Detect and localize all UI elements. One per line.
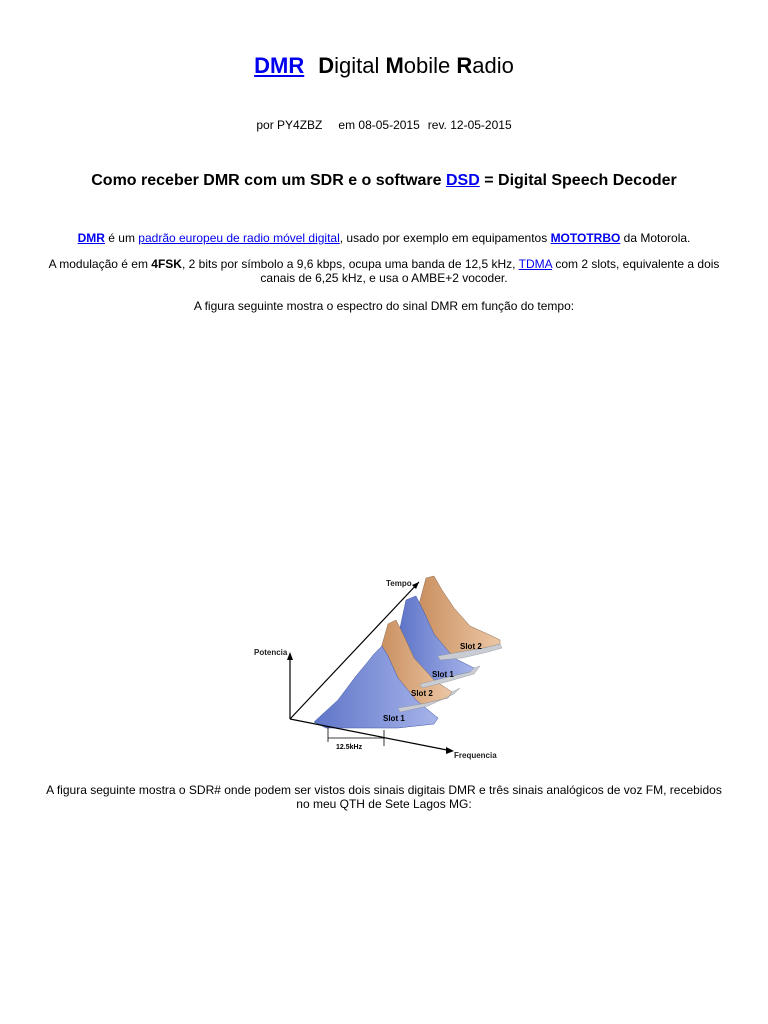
slot-label: Slot 2 [460, 642, 482, 651]
standard-link[interactable]: padrão europeu de radio móvel digital [138, 231, 340, 245]
frequency-axis-arrow [446, 747, 454, 754]
dmr-title-link[interactable]: DMR [254, 53, 305, 78]
revision-date: rev. 12-05-2015 [427, 118, 512, 132]
tdma-link[interactable]: TDMA [518, 257, 552, 271]
slot-label: Slot 1 [432, 670, 454, 679]
slot-label: Slot 2 [411, 689, 433, 698]
spectrum-caption: A figura seguinte mostra o espectro do sinal DMR em função do tempo: [193, 299, 575, 313]
slot-label: Slot 1 [383, 714, 405, 723]
publish-date: em 08-05-2015 [338, 118, 420, 132]
power-axis-arrow [287, 652, 293, 660]
intro-paragraph: DMR é um padrão europeu de radio móvel digital, usado por exemplo em equipamentos MOTOTRBO da Motorola. [77, 231, 691, 245]
axis-label-frequency: Frequencia [454, 751, 497, 760]
modulation-paragraph: A modulação é em 4FSK, 2 bits por símbolo a 9,6 kbps, ocupa uma banda de 12,5 kHz, TDMA com 2 slots, equivalente a dois canais de 6,25 kHz, e usa o AMBE+2 vocoder. [48, 257, 720, 285]
section-heading: Como receber DMR com um SDR e o software DSD = Digital Speech Decoder [91, 172, 677, 189]
sdr-caption: A figura seguinte mostra o SDR# onde podem ser vistos dois sinais digitais DMR e três sinais analógicos de voz FM, recebidos no meu QTH de Sete Lagos MG: [46, 783, 722, 811]
mototrbo-link[interactable]: MOTOTRBO [550, 231, 621, 245]
axis-label-power: Potencia [254, 648, 288, 657]
title-word-radio: Radio [456, 53, 514, 78]
title-word-mobile: Mobile [385, 53, 457, 78]
author: por PY4ZBZ [256, 118, 323, 132]
dmr-link[interactable]: DMR [77, 231, 105, 245]
dmr-spectrum-figure [248, 568, 518, 768]
dsd-link[interactable]: DSD [446, 172, 480, 189]
bandwidth-label: 12.5kHz [336, 744, 363, 751]
title-word-digital: Digital [318, 53, 386, 78]
modulation-4fsk: 4FSK [151, 257, 182, 271]
byline [0, 117, 768, 133]
axis-label-time: Tempo [386, 579, 412, 588]
page-title [0, 52, 768, 80]
